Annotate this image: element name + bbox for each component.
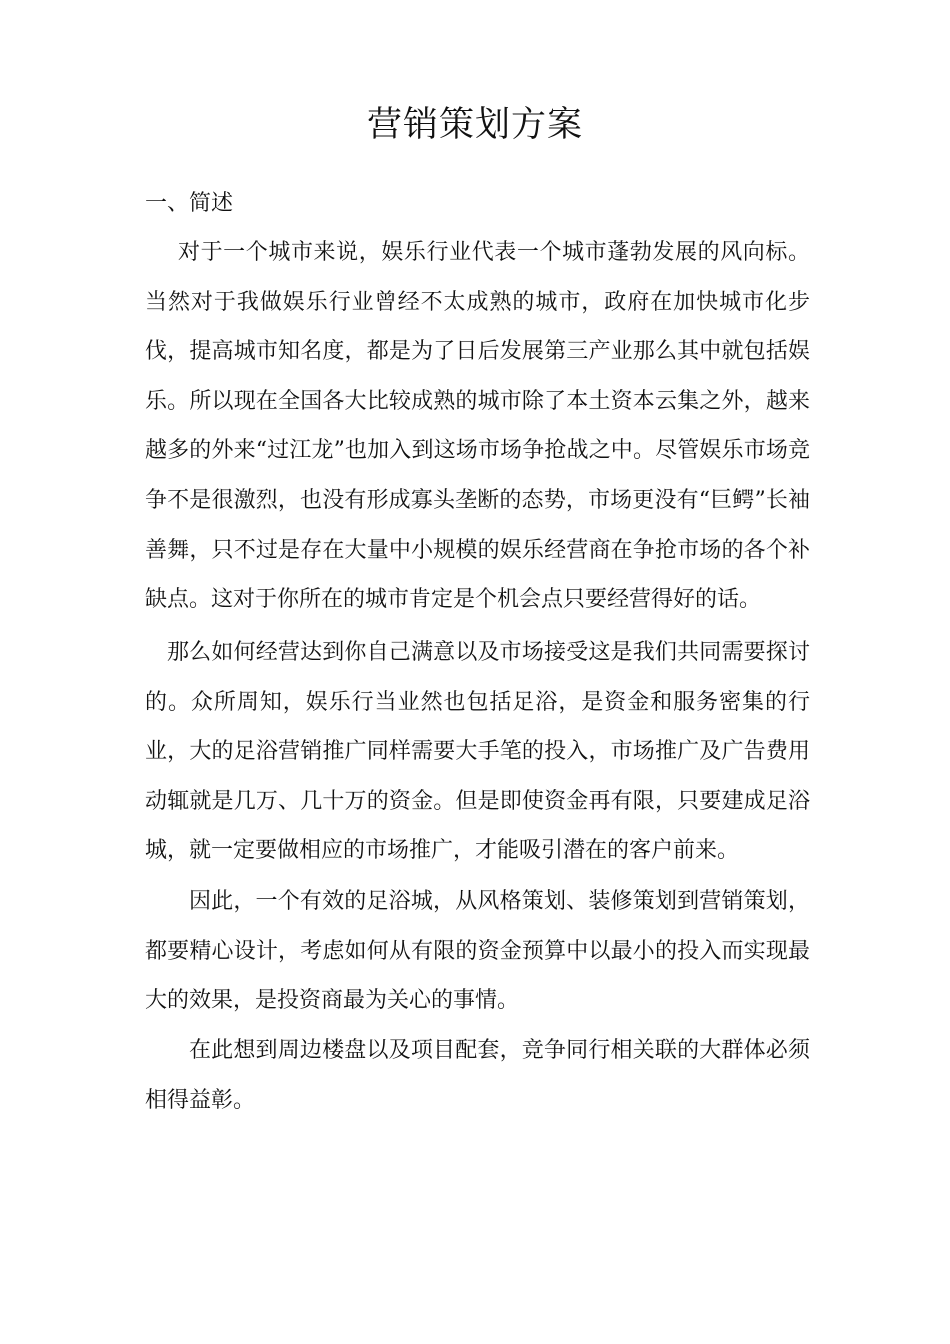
- paragraph-4: 在此想到周边楼盘以及项目配套，竞争同行相关联的大群体必须相得益彰。: [145, 1038, 810, 1113]
- paragraph-3: 因此，一个有效的足浴城，从风格策划、装修策划到营销策划，都要精心设计，考虑如何从有限的资金预算中以最小的投入而实现最大的效果，是投资商最为关心的事情。: [145, 889, 810, 1014]
- document-title: 营销策划方案: [366, 105, 583, 145]
- section-heading: 一、简述: [145, 191, 234, 216]
- paragraph-2: 那么如何经营达到你自己满意以及市场接受这是我们共同需要探讨的。众所周知，娱乐行当业然也包括足浴，是资金和服务密集的行业，大的足浴营销推广同样需要大手笔的投入，市场推广及广告费用动辄就是几万、几十万的资金。但是即使资金再有限，只要建成足浴城，就一定要做相应的市场推广，才能吸引潜在的客户前来。: [145, 640, 810, 864]
- paragraph-1: 对于一个城市来说，娱乐行业代表一个城市蓬勃发展的风向标。当然对于我做娱乐行业曾经不太成熟的城市，政府在加快城市化步伐，提高城市知名度，都是为了日后发展第三产业那么其中就包括娱乐。所以现在全国各大比较成熟的城市除了本土资本云集之外，越来越多的外来“过江龙”也加入到这场市场争抢战之中。尽管娱乐市场竞争不是很激烈，也没有形成寡头垄断的态势，市场更没有“巨鳄”长袖善舞，只不过是存在大量中小规模的娱乐经营商在争抢市场的各个补缺点。这对于你所在的城市肯定是个机会点只要经营得好的话。: [145, 240, 810, 613]
